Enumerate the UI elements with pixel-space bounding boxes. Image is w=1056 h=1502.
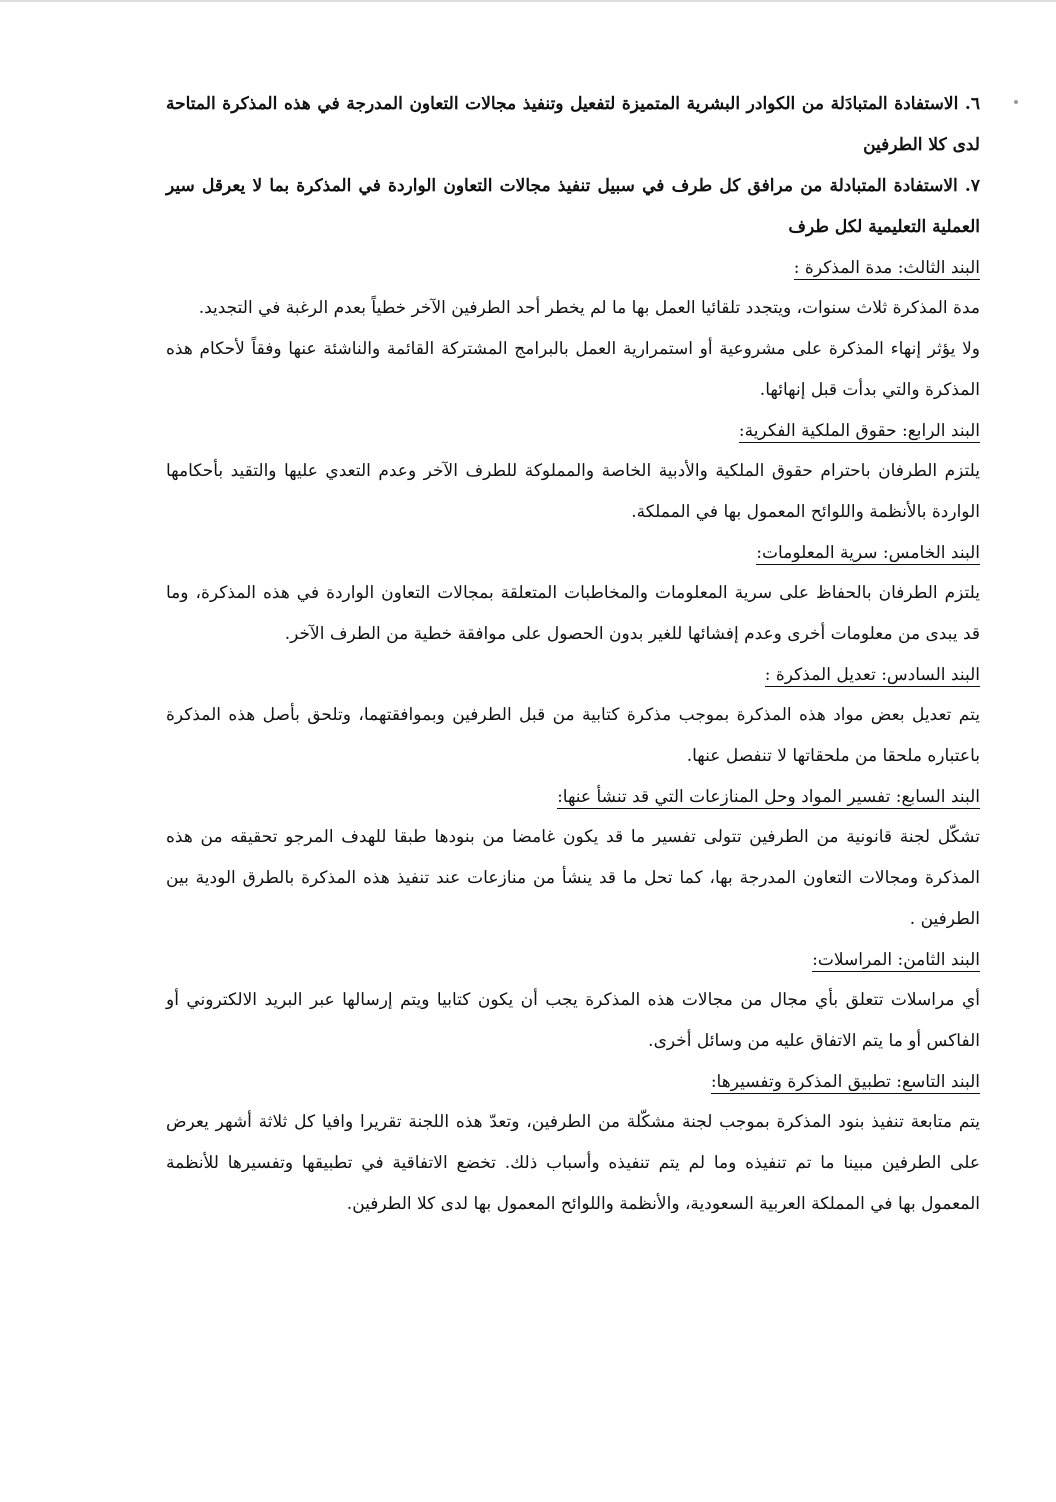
section-paragraph: مدة المذكرة ثلاث سنوات، ويتجدد تلقائيا العمل بها ما لم يخطر أحد الطرفين الآخر خطياً بعدم الرغبة في التجديد. <box>198 298 980 318</box>
section-9-application <box>166 1062 980 1225</box>
section-paragraph: يلتزم الطرفان باحترام حقوق الملكية والأدبية الخاصة والمملوكة للطرف الآخر وعدم التعدي عليها والتقيد بأحكامها الواردة بالأنظمة واللوائح المعمول بها في المملكة. <box>166 461 980 522</box>
top-edge-rule <box>0 0 1056 2</box>
section-paragraph: تشكّل لجنة قانونية من الطرفين تتولى تفسير ما قد يكون غامضا من بنودها طبقا للهدف المرجو تحقيقه من هذه المذكرة ومجالات التعاون المدرجة بها، كما تحل ما قد ينشأ من منازعات عند تنفيذ هذه المذكرة بالطرق الودية بين الطرفين . <box>166 827 980 929</box>
document-page <box>166 84 980 1225</box>
section-paragraph: يتم تعديل بعض مواد هذه المذكرة بموجب مذكرة كتابية من قبل الطرفين وبموافقتهما، وتلحق بأصل هذه المذكرة باعتباره ملحقا من ملحقاتها لا تنفصل عنها. <box>166 705 980 766</box>
section-heading: البند السادس: تعديل المذكرة : <box>764 665 980 685</box>
section-5-confidentiality <box>166 533 980 655</box>
margin-dot <box>1014 100 1018 104</box>
section-paragraph: ولا يؤثر إنهاء المذكرة على مشروعية أو استمرارية العمل بالبرامج المشتركة القائمة والناشئة عنها وفقاً لأحكام هذه المذكرة والتي بدأت قبل إنهائها. <box>166 339 980 400</box>
section-4-intellectual-property <box>166 411 980 533</box>
section-paragraph: يلتزم الطرفان بالحفاظ على سرية المعلومات والمخاطبات المتعلقة بمجالات التعاون الواردة في هذه المذكرة، وما قد يبدى من معلومات أخرى وعدم إفشائها للغير بدون الحصول على موافقة خطية من الطرف الآخر. <box>166 583 980 644</box>
section-heading: البند الثامن: المراسلات: <box>812 950 980 970</box>
section-paragraph: أي مراسلات تتعلق بأي مجال من مجالات هذه المذكرة يجب أن يكون كتابيا ويتم إرسالها عبر البريد الالكتروني أو الفاكس أو ما يتم الاتفاق عليه من وسائل أخرى. <box>166 990 980 1051</box>
section-heading: البند الثالث: مدة المذكرة : <box>793 258 980 278</box>
list-item: ٧. الاستفادة المتبادلة من مرافق كل طرف في سبيل تنفيذ مجالات التعاون الواردة في المذكرة بما لا يعرقل سير العملية التعليمية لكل طرف <box>166 176 980 237</box>
section-paragraph: يتم متابعة تنفيذ بنود المذكرة بموجب لجنة مشكّلة من الطرفين، وتعدّ هذه اللجنة تقريرا وافيا كل ثلاثة أشهر يعرض على الطرفين مبينا ما تم تنفيذه وما لم يتم تنفيذه وأسباب ذلك. تخضع الاتفاقية في تطبيقها وتفسيرها للأنظمة المعمول بها في المملكة العربية السعودية، والأنظمة واللوائح المعمول بها لدى كلا الطرفين. <box>166 1112 980 1214</box>
section-heading: البند الرابع: حقوق الملكية الفكرية: <box>738 421 980 441</box>
section-heading: البند التاسع: تطبيق المذكرة وتفسيرها: <box>710 1072 980 1092</box>
list-item: ٦. الاستفادة المتبادَلة من الكوادر البشرية المتميزة لتفعيل وتنفيذ مجالات التعاون المدرجة في هذه المذكرة المتاحة لدى كلا الطرفين <box>166 94 980 155</box>
section-heading: البند الخامس: سرية المعلومات: <box>756 543 980 563</box>
section-heading: البند السابع: تفسير المواد وحل المنازعات التي قد تنشأ عنها: <box>557 787 980 807</box>
section-6-amendment <box>166 655 980 777</box>
section-3-duration <box>166 248 980 411</box>
section-7-interpretation-disputes <box>166 777 980 940</box>
section-8-correspondence <box>166 940 980 1062</box>
